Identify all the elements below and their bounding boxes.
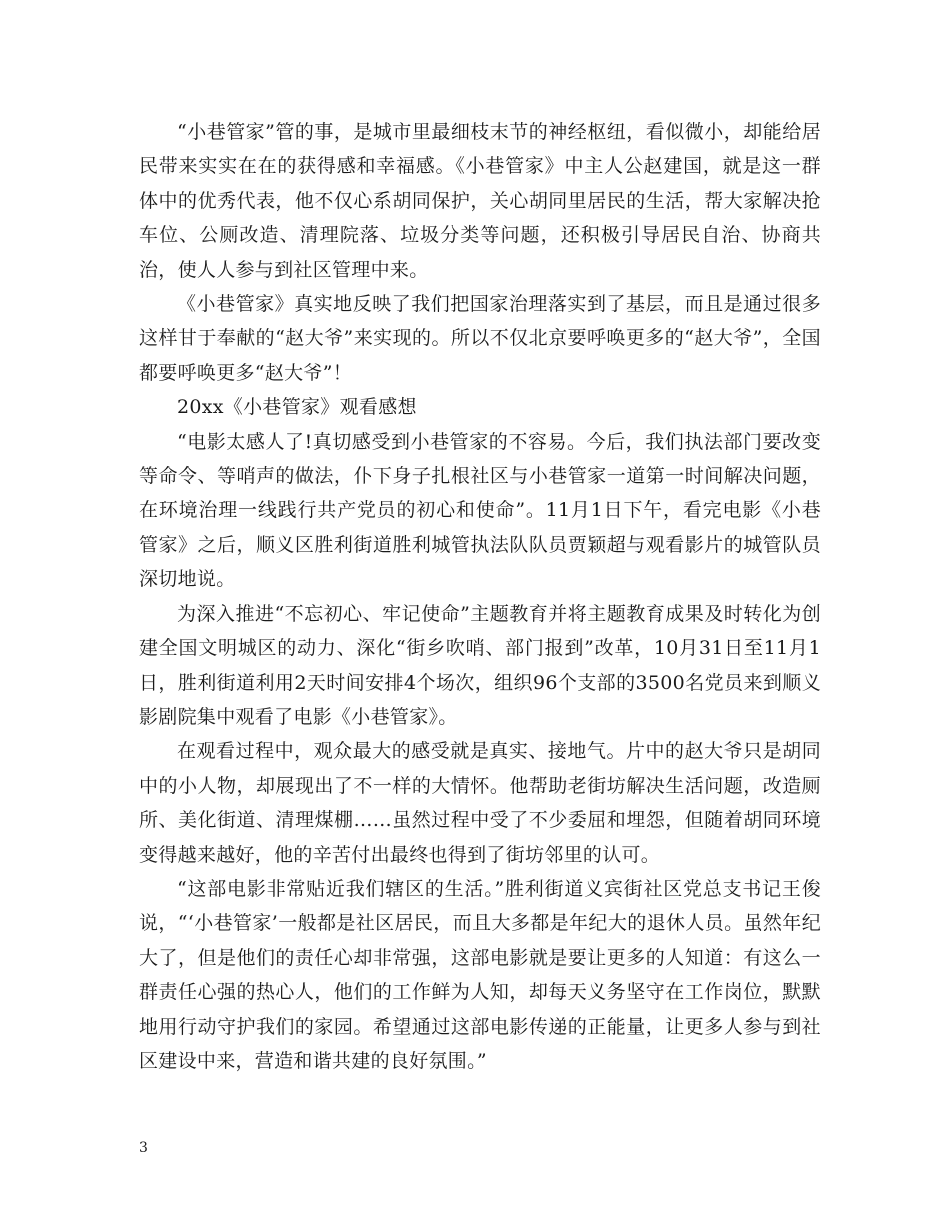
paragraph-5: 在观看过程中，观众最大的感受就是真实、接地气。片中的赵大爷只是胡同中的小人物，却展现出了不一样的大情怀。他帮助老街坊解决生活问题，改造厕所、美化街道、清理煤棚……虽然过程中受了不少委屈和埋怨，但随着胡同环境变得越来越好，他的辛苦付出最终也得到了街坊邻里的认可。 — [139, 740, 821, 866]
document-body — [139, 115, 821, 1078]
paragraph-4: 为深入推进“不忘初心、牢记使命”主题教育并将主题教育成果及时转化为创建全国文明城区的动力、深化“街乡吹哨、部门报到”改革，10月31日至11月1日，胜利街道利用2天时间安排4个场次，组织96个支部的3500名党员来到顺义影剧院集中观看了电影《小巷管家》。 — [139, 602, 821, 728]
paragraph-6: “这部电影非常贴近我们辖区的生活。”胜利街道义宾街社区党总支书记王俊说，“‘小巷管家’一般都是社区居民，而且大多都是年纪大的退休人员。虽然年纪大了，但是他们的责任心却非常强，这部电影就是要让更多的人知道：有这么一群责任心强的热心人，他们的工作鲜为人知，却每天义务坚守在工作岗位，默默地用行动守护我们的家园。希望通过这部电影传递的正能量，让更多人参与到社区建设中来，营造和谐共建的良好氛围。” — [139, 877, 821, 1072]
section-heading: 20xx《小巷管家》观看感想 — [177, 396, 417, 419]
paragraph-2: 《小巷管家》真实地反映了我们把国家治理落实到了基层，而且是通过很多这样甘于奉献的“赵大爷”来实现的。所以不仅北京要呼唤更多的“赵大爷”，全国都要呼唤更多“赵大爷”！ — [139, 293, 821, 384]
paragraph-1: “小巷管家”管的事，是城市里最细枝末节的神经枢纽，看似微小，却能给居民带来实实在在的获得感和幸福感。《小巷管家》中主人公赵建国，就是这一群体中的优秀代表，他不仅心系胡同保护，关心胡同里居民的生活，帮大家解决抢车位、公厕改造、清理院落、垃圾分类等问题，还积极引导居民自治、协商共治，使人人参与到社区管理中来。 — [139, 121, 821, 281]
page-number: 3 — [139, 1140, 148, 1156]
paragraph-3: “电影太感人了!真切感受到小巷管家的不容易。今后，我们执法部门要改变等命令、等哨声的做法，仆下身子扎根社区与小巷管家一道第一时间解决问题，在环境治理一线践行共产党员的初心和使命”。11月1日下午，看完电影《小巷管家》之后，顺义区胜利街道胜利城管执法队队员贾颖超与观看影片的城管队员深切地说。 — [139, 430, 821, 591]
